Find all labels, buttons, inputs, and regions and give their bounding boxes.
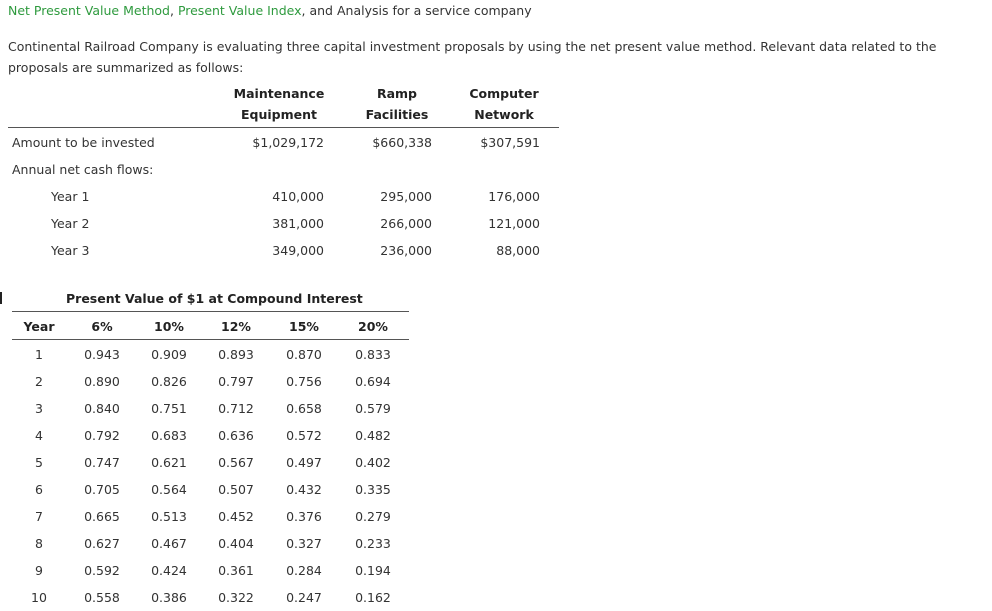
amount-value: $660,338 <box>372 135 432 150</box>
pv-year-cell: 2 <box>35 374 43 389</box>
year-label: Year 2 <box>51 216 90 231</box>
proposal-header-computer <box>464 83 544 125</box>
pv-factor-cell: 0.327 <box>286 536 322 551</box>
pv-title-rule <box>12 311 409 312</box>
pv-factor-cell: 0.507 <box>218 482 254 497</box>
pv-factor-cell: 0.826 <box>151 374 187 389</box>
pv-factor-cell: 0.279 <box>355 509 391 524</box>
proposal-header-ramp <box>357 83 437 125</box>
pv-factor-cell: 0.452 <box>218 509 254 524</box>
pv-factor-cell: 0.424 <box>151 563 187 578</box>
pv-header-rate: 6% <box>91 319 113 334</box>
pv-year-cell: 10 <box>31 590 47 605</box>
pv-year-cell: 7 <box>35 509 43 524</box>
pv-factor-cell: 0.247 <box>286 590 322 605</box>
pv-factor-cell: 0.756 <box>286 374 322 389</box>
amount-label: Amount to be invested <box>12 135 155 150</box>
pv-factor-cell: 0.751 <box>151 401 187 416</box>
pv-factor-cell: 0.833 <box>355 347 391 362</box>
pv-header-rate: 20% <box>358 319 388 334</box>
pv-year-cell: 6 <box>35 482 43 497</box>
cash-flow-value: 295,000 <box>380 189 432 204</box>
edge-marker <box>0 292 2 304</box>
pv-factor-cell: 0.747 <box>84 455 120 470</box>
pv-factor-cell: 0.636 <box>218 428 254 443</box>
pv-factor-cell: 0.162 <box>355 590 391 605</box>
pv-factor-cell: 0.621 <box>151 455 187 470</box>
cash-flow-value: 410,000 <box>272 189 324 204</box>
header-line: Ramp <box>376 86 418 101</box>
pv-header-rate: 15% <box>289 319 319 334</box>
pv-header-rate: 10% <box>154 319 184 334</box>
amount-value: $1,029,172 <box>252 135 324 150</box>
pv-header-year: Year <box>23 319 55 334</box>
header-line: Maintenance <box>233 86 325 101</box>
cash-flows-label: Annual net cash flows: <box>12 162 154 177</box>
pv-factor-cell: 0.386 <box>151 590 187 605</box>
cash-flow-value: 266,000 <box>380 216 432 231</box>
amount-value: $307,591 <box>480 135 540 150</box>
pv-index-link[interactable]: Present Value Index <box>177 3 302 18</box>
pv-factor-cell: 0.482 <box>355 428 391 443</box>
cash-flow-value: 176,000 <box>488 189 540 204</box>
pv-factor-cell: 0.592 <box>84 563 120 578</box>
pv-year-cell: 3 <box>35 401 43 416</box>
pv-factor-cell: 0.792 <box>84 428 120 443</box>
pv-factor-cell: 0.840 <box>84 401 120 416</box>
pv-header-rate: 12% <box>221 319 251 334</box>
pv-factor-cell: 0.683 <box>151 428 187 443</box>
header-line: Network <box>474 107 534 122</box>
pv-factor-cell: 0.579 <box>355 401 391 416</box>
pv-factor-cell: 0.665 <box>84 509 120 524</box>
pv-factor-cell: 0.797 <box>218 374 254 389</box>
pv-factor-cell: 0.361 <box>218 563 254 578</box>
pv-year-cell: 8 <box>35 536 43 551</box>
cash-flow-value: 88,000 <box>496 243 540 258</box>
cash-flow-value: 236,000 <box>380 243 432 258</box>
pv-factor-cell: 0.705 <box>84 482 120 497</box>
pv-factor-cell: 0.335 <box>355 482 391 497</box>
cash-flow-value: 349,000 <box>272 243 324 258</box>
pv-year-cell: 5 <box>35 455 43 470</box>
page-title <box>8 3 532 18</box>
proposal-header-maintenance <box>219 83 339 125</box>
pv-year-cell: 4 <box>35 428 43 443</box>
pv-factor-cell: 0.627 <box>84 536 120 551</box>
pv-factor-cell: 0.194 <box>355 563 391 578</box>
pv-factor-cell: 0.572 <box>286 428 322 443</box>
pv-factor-cell: 0.943 <box>84 347 120 362</box>
pv-factor-cell: 0.497 <box>286 455 322 470</box>
pv-factor-cell: 0.376 <box>286 509 322 524</box>
pv-factor-cell: 0.558 <box>84 590 120 605</box>
pv-header-rule <box>12 339 409 340</box>
pv-factor-cell: 0.658 <box>286 401 322 416</box>
pv-year-cell: 9 <box>35 563 43 578</box>
pv-year-cell: 1 <box>35 347 43 362</box>
cash-flow-value: 121,000 <box>488 216 540 231</box>
pv-factor-cell: 0.432 <box>286 482 322 497</box>
pv-factor-cell: 0.694 <box>355 374 391 389</box>
cash-flow-value: 381,000 <box>272 216 324 231</box>
title-rest: , and Analysis for a service company <box>301 3 532 18</box>
pv-factor-cell: 0.564 <box>151 482 187 497</box>
pv-factor-cell: 0.322 <box>218 590 254 605</box>
pv-factor-cell: 0.890 <box>84 374 120 389</box>
header-line: Equipment <box>241 107 317 122</box>
pv-factor-cell: 0.404 <box>218 536 254 551</box>
pv-factor-cell: 0.402 <box>355 455 391 470</box>
intro-paragraph: Continental Railroad Company is evaluating three capital investment proposals by using the net present value method. Relevant data related to the proposals are summarized as follows: <box>8 39 937 75</box>
pv-factor-cell: 0.513 <box>151 509 187 524</box>
header-rule <box>8 127 559 128</box>
title-separator: , <box>169 3 178 18</box>
pv-factor-cell: 0.233 <box>355 536 391 551</box>
header-line: Facilities <box>365 107 429 122</box>
pv-factor-cell: 0.467 <box>151 536 187 551</box>
pv-factor-cell: 0.567 <box>218 455 254 470</box>
pv-factor-cell: 0.870 <box>286 347 322 362</box>
year-label: Year 1 <box>51 189 90 204</box>
pv-factor-cell: 0.893 <box>218 347 254 362</box>
pv-factor-cell: 0.712 <box>218 401 254 416</box>
pv-factor-cell: 0.909 <box>151 347 187 362</box>
pv-factor-cell: 0.284 <box>286 563 322 578</box>
year-label: Year 3 <box>51 243 90 258</box>
npv-method-link[interactable]: Net Present Value Method <box>8 3 170 18</box>
pv-table-title: Present Value of $1 at Compound Interest <box>66 291 363 306</box>
header-line: Computer <box>469 86 539 101</box>
